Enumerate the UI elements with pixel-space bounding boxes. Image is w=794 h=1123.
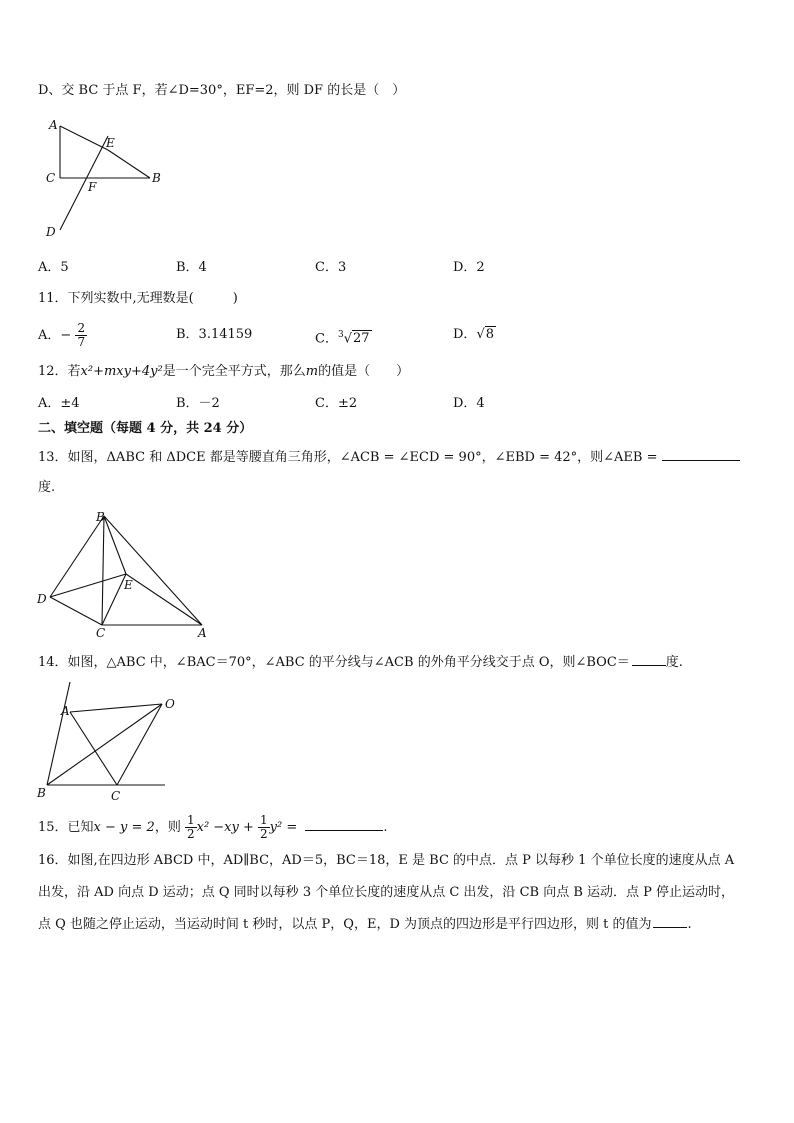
q16-line-3: 点 Q 也随之停止运动，当运动时间 t 秒时，以点 P，Q，E，D 为顶点的四边形是平行四边形，则 t 的值为 . bbox=[38, 917, 692, 932]
q16-line-2: 出发，沿 AD 向点 D 运动；点 Q 同时以每秒 3 个单位长度的速度从点 C 出发，沿 CB 向点 B 运动．点 P 停止运动时， bbox=[38, 885, 735, 900]
q11-option-a: A．− $\frac{2}{7}$ bbox=[38, 321, 86, 349]
segment-AE bbox=[60, 126, 108, 150]
radical-icon: √ bbox=[343, 331, 352, 347]
label-F: F bbox=[88, 180, 97, 194]
label-O: O bbox=[165, 697, 175, 711]
label-D: D bbox=[46, 225, 56, 239]
q16-line-1: 16．如图,在四边形 ABCD 中，AD∥BC，AD＝5，BC＝18，E 是 BC 的中点．点 P 以每秒 1 个单位长度的速度从点 A bbox=[38, 853, 735, 868]
segment-BE bbox=[104, 516, 126, 574]
segment-AC bbox=[70, 712, 117, 785]
q12-options bbox=[38, 395, 738, 413]
radical-icon: √ bbox=[476, 327, 485, 342]
label-B: B bbox=[96, 510, 105, 524]
segment-DE bbox=[50, 574, 126, 597]
label-D: D bbox=[37, 592, 47, 606]
q10-option-b: B．4 bbox=[176, 260, 207, 275]
segment-EC bbox=[102, 574, 126, 625]
q11-option-c: C．$^3$√27 bbox=[315, 330, 370, 347]
answer-blank bbox=[305, 818, 383, 831]
q13-stem: 13．如图，ΔABC 和 ΔDCE 都是等腰直角三角形，∠ACB = ∠ECD = 90°，∠EBD = 42°，则∠AEB = bbox=[38, 448, 740, 467]
q10-option-d: D．2 bbox=[453, 260, 485, 275]
q15-stem: 15．已知x − y = 2，则 $\frac{1}{2}$ x² −xy + $\frac{1}{2}$ y² = . bbox=[38, 813, 388, 841]
q10-option-c: C．3 bbox=[315, 260, 347, 275]
q14-stem: 14．如图，△ABC 中，∠BAC＝70°，∠ABC 的平分线与∠ACB 的外角平分线交于点 O，则∠BOC＝ 度. bbox=[38, 655, 683, 670]
q11-stem: 11．下列实数中,无理数是( ) bbox=[38, 291, 238, 306]
label-C: C bbox=[46, 171, 56, 185]
answer-blank bbox=[662, 448, 740, 461]
q11-option-d: D．√8 bbox=[453, 327, 495, 342]
segment-BA bbox=[104, 516, 202, 625]
label-E: E bbox=[106, 136, 115, 150]
q13-tail: 度. bbox=[38, 480, 56, 495]
segment-CO bbox=[117, 704, 162, 785]
segment-BA-extended bbox=[47, 682, 70, 785]
answer-blank bbox=[653, 915, 687, 928]
q12-option-c: C．±2 bbox=[315, 396, 358, 411]
segment-DC bbox=[50, 597, 102, 625]
q12-option-d: D．4 bbox=[453, 396, 485, 411]
label-E: E bbox=[124, 578, 133, 592]
q11-option-b: B．3.14159 bbox=[176, 327, 253, 342]
q13-figure bbox=[32, 506, 222, 642]
q10-option-a: A．5 bbox=[38, 260, 69, 275]
q11-options bbox=[38, 321, 738, 350]
segment-EB bbox=[108, 150, 150, 178]
section-heading: 二、填空题（每题 4 分，共 24 分） bbox=[38, 421, 253, 436]
answer-blank bbox=[632, 653, 666, 666]
label-A: A bbox=[61, 704, 70, 718]
fraction-one-half: $\frac{1}{2}$ bbox=[260, 813, 268, 841]
q12-stem: 12．若x²+mxy+4y²是一个完全平方式，那么m的值是（ ） bbox=[38, 364, 410, 379]
q10-stem: D、交 BC 于点 F，若∠D=30°，EF=2，则 DF 的长是（ ） bbox=[38, 83, 406, 98]
label-C: C bbox=[111, 789, 121, 803]
label-B: B bbox=[152, 171, 161, 185]
q12-option-b: B．－2 bbox=[176, 396, 220, 411]
q10-figure bbox=[38, 112, 178, 242]
q12-option-a: A．±4 bbox=[38, 396, 80, 411]
label-A: A bbox=[49, 118, 58, 132]
label-C: C bbox=[96, 626, 106, 640]
label-A: A bbox=[198, 626, 207, 640]
fraction: $\frac{2}{7}$ bbox=[77, 321, 86, 349]
segment-BD bbox=[50, 516, 104, 597]
segment-EA bbox=[126, 574, 202, 625]
fraction-one-half: $\frac{1}{2}$ bbox=[186, 813, 195, 841]
q10-options bbox=[38, 259, 738, 277]
segment-ED bbox=[60, 136, 108, 230]
q14-figure bbox=[32, 680, 192, 805]
label-B: B bbox=[37, 786, 46, 800]
segment-AO bbox=[70, 704, 162, 712]
segment-BC bbox=[102, 516, 104, 625]
